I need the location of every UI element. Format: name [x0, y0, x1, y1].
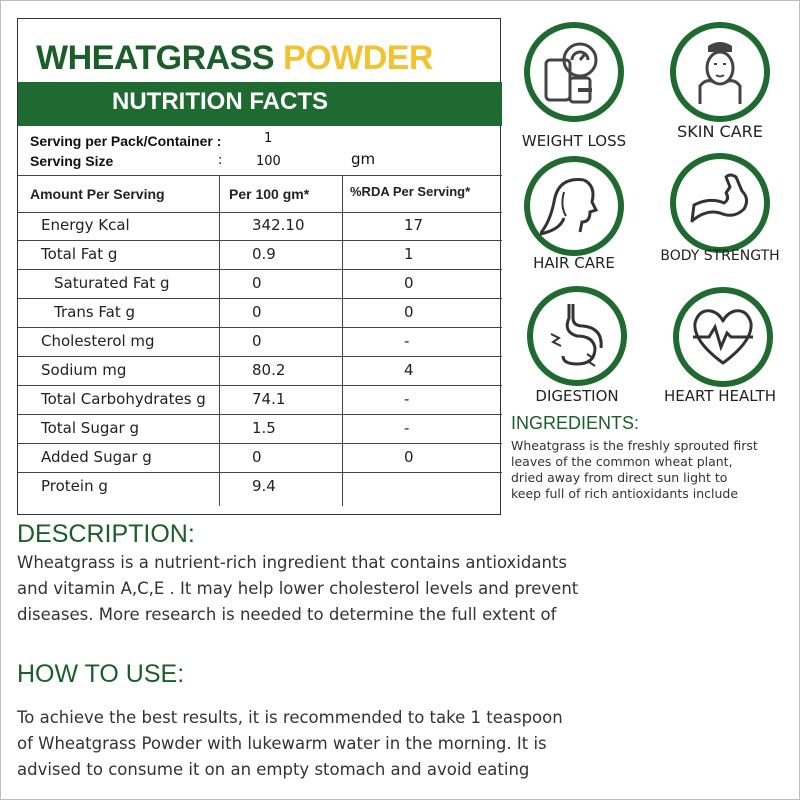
- column-divider: [342, 175, 343, 506]
- flexed-arm-graphic: [686, 169, 754, 237]
- table-row: [18, 269, 502, 299]
- benefit-label-heart-health: HEART HEALTH: [663, 387, 777, 405]
- nutrient-per100: 80.2: [252, 361, 286, 379]
- title-powder: POWDER: [282, 39, 433, 77]
- hair-profile-icon: [524, 156, 624, 256]
- serving-pack-value: 1: [264, 131, 273, 146]
- nutrient-name: Total Sugar g: [41, 419, 139, 437]
- ingredients-line: leaves of the common wheat plant,: [511, 454, 733, 469]
- nutrient-rda: 0: [404, 448, 414, 466]
- nutrient-name: Trans Fat g: [54, 303, 136, 321]
- nutrient-rda: 1: [404, 245, 414, 263]
- ingredients-title: INGREDIENTS:: [511, 413, 640, 433]
- benefit-label-hair-care: HAIR CARE: [533, 254, 615, 272]
- how-to-use-text: [17, 705, 637, 783]
- header-amount: Amount Per Serving: [30, 186, 165, 202]
- header-rda: %RDA Per Serving*: [350, 184, 471, 199]
- nutrient-per100: 0.9: [252, 245, 276, 263]
- stomach-graphic: [543, 302, 611, 370]
- nutrient-rda: 4: [404, 361, 414, 379]
- face-mask-icon: [670, 22, 770, 122]
- nutrition-facts-label: NUTRITION FACTS: [112, 88, 328, 115]
- table-row: [18, 385, 502, 415]
- nutrient-name: Cholesterol mg: [41, 332, 155, 350]
- nutrient-rda: -: [404, 390, 410, 408]
- table-row: [18, 211, 502, 241]
- serving-size-unit: gm: [351, 150, 376, 168]
- nutrient-name: Sodium mg: [41, 361, 127, 379]
- nutrient-per100: 0: [252, 332, 262, 350]
- weight-scale-graphic: [540, 38, 608, 106]
- product-title: [36, 39, 433, 78]
- benefit-label-skin-care: SKIN CARE: [677, 122, 763, 141]
- nutrient-per100: 0: [252, 303, 262, 321]
- weight-scale-icon: [524, 22, 624, 122]
- header-per100: Per 100 gm*: [229, 186, 310, 202]
- stomach-icon: [527, 286, 627, 386]
- title-wheatgrass: WHEATGRASS: [36, 39, 275, 77]
- nutrient-per100: 74.1: [252, 390, 286, 408]
- benefit-label-weight-loss: WEIGHT LOSS: [521, 132, 627, 150]
- table-row: [18, 356, 502, 386]
- nutrient-rda: -: [404, 332, 410, 350]
- serving-size-label: Serving Size: [30, 153, 114, 169]
- nutrient-rda: -: [404, 419, 410, 437]
- ingredients-line: dried away from direct sun light to: [511, 470, 728, 485]
- flexed-arm-icon: [670, 153, 770, 253]
- how-to-use-title: HOW TO USE:: [17, 660, 185, 688]
- nutrition-panel: [17, 18, 501, 515]
- how-to-use-line: of Wheatgrass Powder with lukewarm water in the morning. It is: [17, 734, 547, 753]
- nutrient-name: Added Sugar g: [41, 448, 152, 466]
- nutrient-name: Saturated Fat g: [54, 274, 170, 292]
- nutrition-facts-banner: [18, 82, 502, 126]
- description-text: [17, 550, 637, 628]
- hair-profile-graphic: [540, 172, 608, 240]
- nutrient-name: Total Carbohydrates g: [41, 390, 206, 408]
- nutrient-rda: 0: [404, 303, 414, 321]
- description-line: and vitamin A,C,E . It may help lower cholesterol levels and prevent: [17, 579, 579, 598]
- how-to-use-line: To achieve the best results, it is recommended to take 1 teaspoon: [17, 708, 563, 727]
- nutrient-per100: 1.5: [252, 419, 276, 437]
- ingredients-line: Wheatgrass is the freshly sprouted first: [511, 438, 758, 453]
- table-row: [18, 298, 502, 328]
- nutrient-name: Energy Kcal: [41, 216, 130, 234]
- nutrient-per100: 0: [252, 448, 262, 466]
- description-line: diseases. More research is needed to determine the full extent of: [17, 605, 557, 624]
- how-to-use-line: advised to consume it on an empty stomach and avoid eating: [17, 760, 530, 779]
- nutrient-per100: 9.4: [252, 477, 276, 495]
- table-row: [18, 472, 502, 501]
- description-line: Wheatgrass is a nutrient-rich ingredient that contains antioxidants: [17, 553, 567, 572]
- serving-size-colon: :: [218, 153, 223, 168]
- heart-pulse-icon: [673, 287, 773, 387]
- column-divider: [219, 175, 220, 506]
- ingredients-text: [511, 438, 791, 502]
- nutrient-name: Protein g: [41, 477, 108, 495]
- table-row: [18, 327, 502, 357]
- face-mask-graphic: [686, 38, 754, 106]
- nutrient-rda: 0: [404, 274, 414, 292]
- benefit-label-body-strength: BODY STRENGTH: [660, 248, 780, 264]
- table-header-row: [18, 175, 502, 213]
- table-row: [18, 414, 502, 444]
- table-row: [18, 240, 502, 270]
- table-row: [18, 443, 502, 473]
- nutrient-per100: 342.10: [252, 216, 305, 234]
- nutrient-name: Total Fat g: [41, 245, 118, 263]
- benefit-label-digestion: DIGESTION: [535, 387, 619, 405]
- heart-pulse-graphic: [689, 303, 757, 371]
- description-title: DESCRIPTION:: [17, 520, 195, 548]
- serving-size-value: 100: [256, 154, 281, 169]
- nutrient-rda: 17: [404, 216, 424, 234]
- serving-pack-label: Serving per Pack/Container :: [30, 133, 222, 149]
- nutrient-per100: 0: [252, 274, 262, 292]
- ingredients-line: keep full of rich antioxidants include: [511, 486, 739, 501]
